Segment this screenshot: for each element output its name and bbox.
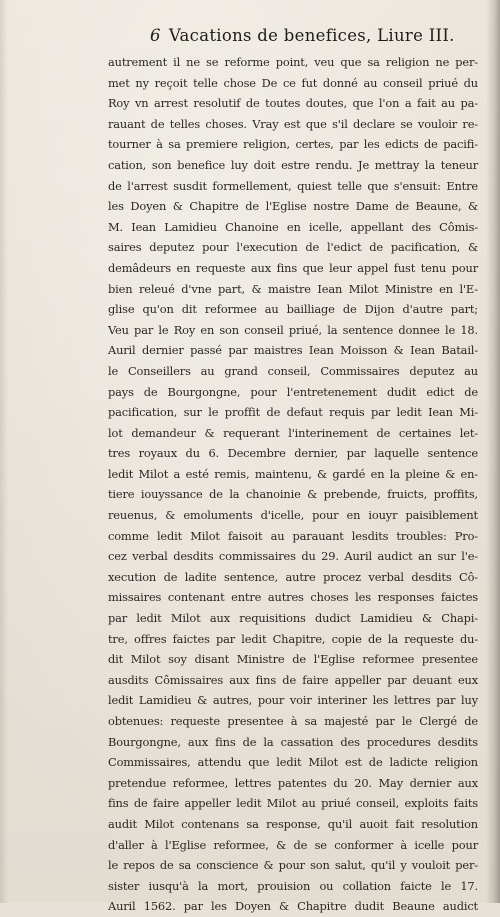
text-line: Auril 1562. par les Doyen & Chapitre dudit Beaune audict [108, 899, 478, 914]
text-line: glise qu'on dit reformee au bailliage de Dijon d'autre part; [108, 302, 478, 317]
page-left-edge-shading [0, 0, 8, 903]
text-line: reuenus, & emoluments d'icelle, pour en iouyr paisiblement [108, 508, 478, 523]
text-line: cez verbal desdits commissaires du 29. Auril audict an sur l'e- [108, 549, 478, 564]
text-line: xecution de ladite sentence, autre procez verbal desdits Cô- [108, 569, 478, 584]
text-line: tres royaux du 6. Decembre dernier, par laquelle sentence [108, 446, 478, 461]
text-line: pacification, sur le proffit de defaut requis par ledit Iean Mi- [108, 405, 478, 420]
text-line: comme ledit Milot faisoit au parauant lesdits troubles: Pro- [108, 528, 478, 543]
text-line: tre, offres faictes par ledit Chapitre, copie de la requeste du- [108, 631, 478, 646]
text-line: ledit Lamidieu & autres, pour voir interiner les lettres par luy [108, 693, 478, 708]
text-line: fins de faire appeller ledit Milot au priué conseil, exploits faits [108, 796, 478, 811]
text-line: audit Milot contenans sa response, qu'il auoit fait resolution [108, 816, 478, 831]
text-line: lot demandeur & requerant l'interinement de certaines let- [108, 425, 478, 440]
text-line: d'aller à l'Eglise reformee, & de se conformer à icelle pour [108, 837, 478, 852]
text-line: par ledit Milot aux requisitions dudict Lamidieu & Chapi- [108, 611, 478, 626]
text-line: le Conseillers au grand conseil, Commissaires deputez au [108, 363, 478, 378]
text-line: met ny reçoit telle chose De ce fut donné au conseil priué du [108, 75, 478, 90]
text-line: missaires contenant entre autres choses les responses faictes [108, 590, 478, 605]
page-gutter-shadow [486, 0, 500, 903]
text-line: tourner à sa premiere religion, certes, par les edicts de pacifi- [108, 137, 478, 152]
text-line: Commissaires, attendu que ledit Milot est de ladicte religion [108, 755, 478, 770]
text-line: obtenues: requeste presentee à sa majesté par le Clergé de [108, 714, 478, 728]
text-line: Bourgongne, aux fins de la cassation des procedures desdits [108, 734, 478, 749]
text-line: les Doyen & Chapitre de l'Eglise nostre Dame de Beaune, & [108, 199, 478, 214]
text-line: sister iusqu'à la mort, prouision ou collation faicte le 17. [108, 878, 478, 893]
text-line: rauant de telles choses. Vray est que s'il declare se vouloir re- [108, 116, 478, 131]
text-line: tiere iouyssance de la chanoinie & prebende, fruicts, proffits, [108, 487, 478, 502]
text-line: cation, son benefice luy doit estre rendu. Je mettray la teneur [108, 157, 478, 172]
text-line: dit Milot soy disant Ministre de l'Eglise reformee presentee [108, 652, 478, 667]
text-line: Veu par le Roy en son conseil priué, la sentence donnee le 18. [108, 322, 478, 337]
text-line: demâdeurs en requeste aux fins que leur appel fust tenu pour [108, 260, 478, 275]
body-text [108, 52, 478, 917]
running-head [150, 26, 490, 50]
text-line: ledit Milot a esté remis, maintenu, & gardé en la pleine & en- [108, 466, 478, 481]
text-line: pays de Bourgongne, pour l'entretenement dudit edict de [108, 384, 478, 399]
text-line: ausdits Cômissaires aux fins de faire appeller par deuant eux [108, 672, 478, 687]
text-line: le repos de sa conscience & pour son salut, qu'il y vouloit per- [108, 858, 478, 873]
text-line: Roy vn arrest resolutif de toutes doutes, que l'on a fait au pa- [108, 96, 478, 111]
text-line: bien releué d'vne part, & maistre Iean Milot Ministre en l'E- [108, 281, 478, 296]
text-line: Auril dernier passé par maistres Iean Moisson & Iean Batail- [108, 343, 478, 358]
text-line: saires deputez pour l'execution de l'edict de pacification, & [108, 240, 478, 255]
text-line: M. Iean Lamidieu Chanoine en icelle, appellant des Cômis- [108, 219, 478, 234]
text-line: autrement il ne se reforme point, veu que sa religion ne per- [108, 55, 478, 69]
text-line: de l'arrest susdit formellement, quiest telle que s'ensuit: Entre [108, 178, 478, 193]
running-title: Vacations de benefices, Liure III. [168, 26, 455, 45]
page-number: 6 [150, 26, 161, 45]
text-line: pretendue reformee, lettres patentes du 20. May dernier aux [108, 775, 478, 790]
